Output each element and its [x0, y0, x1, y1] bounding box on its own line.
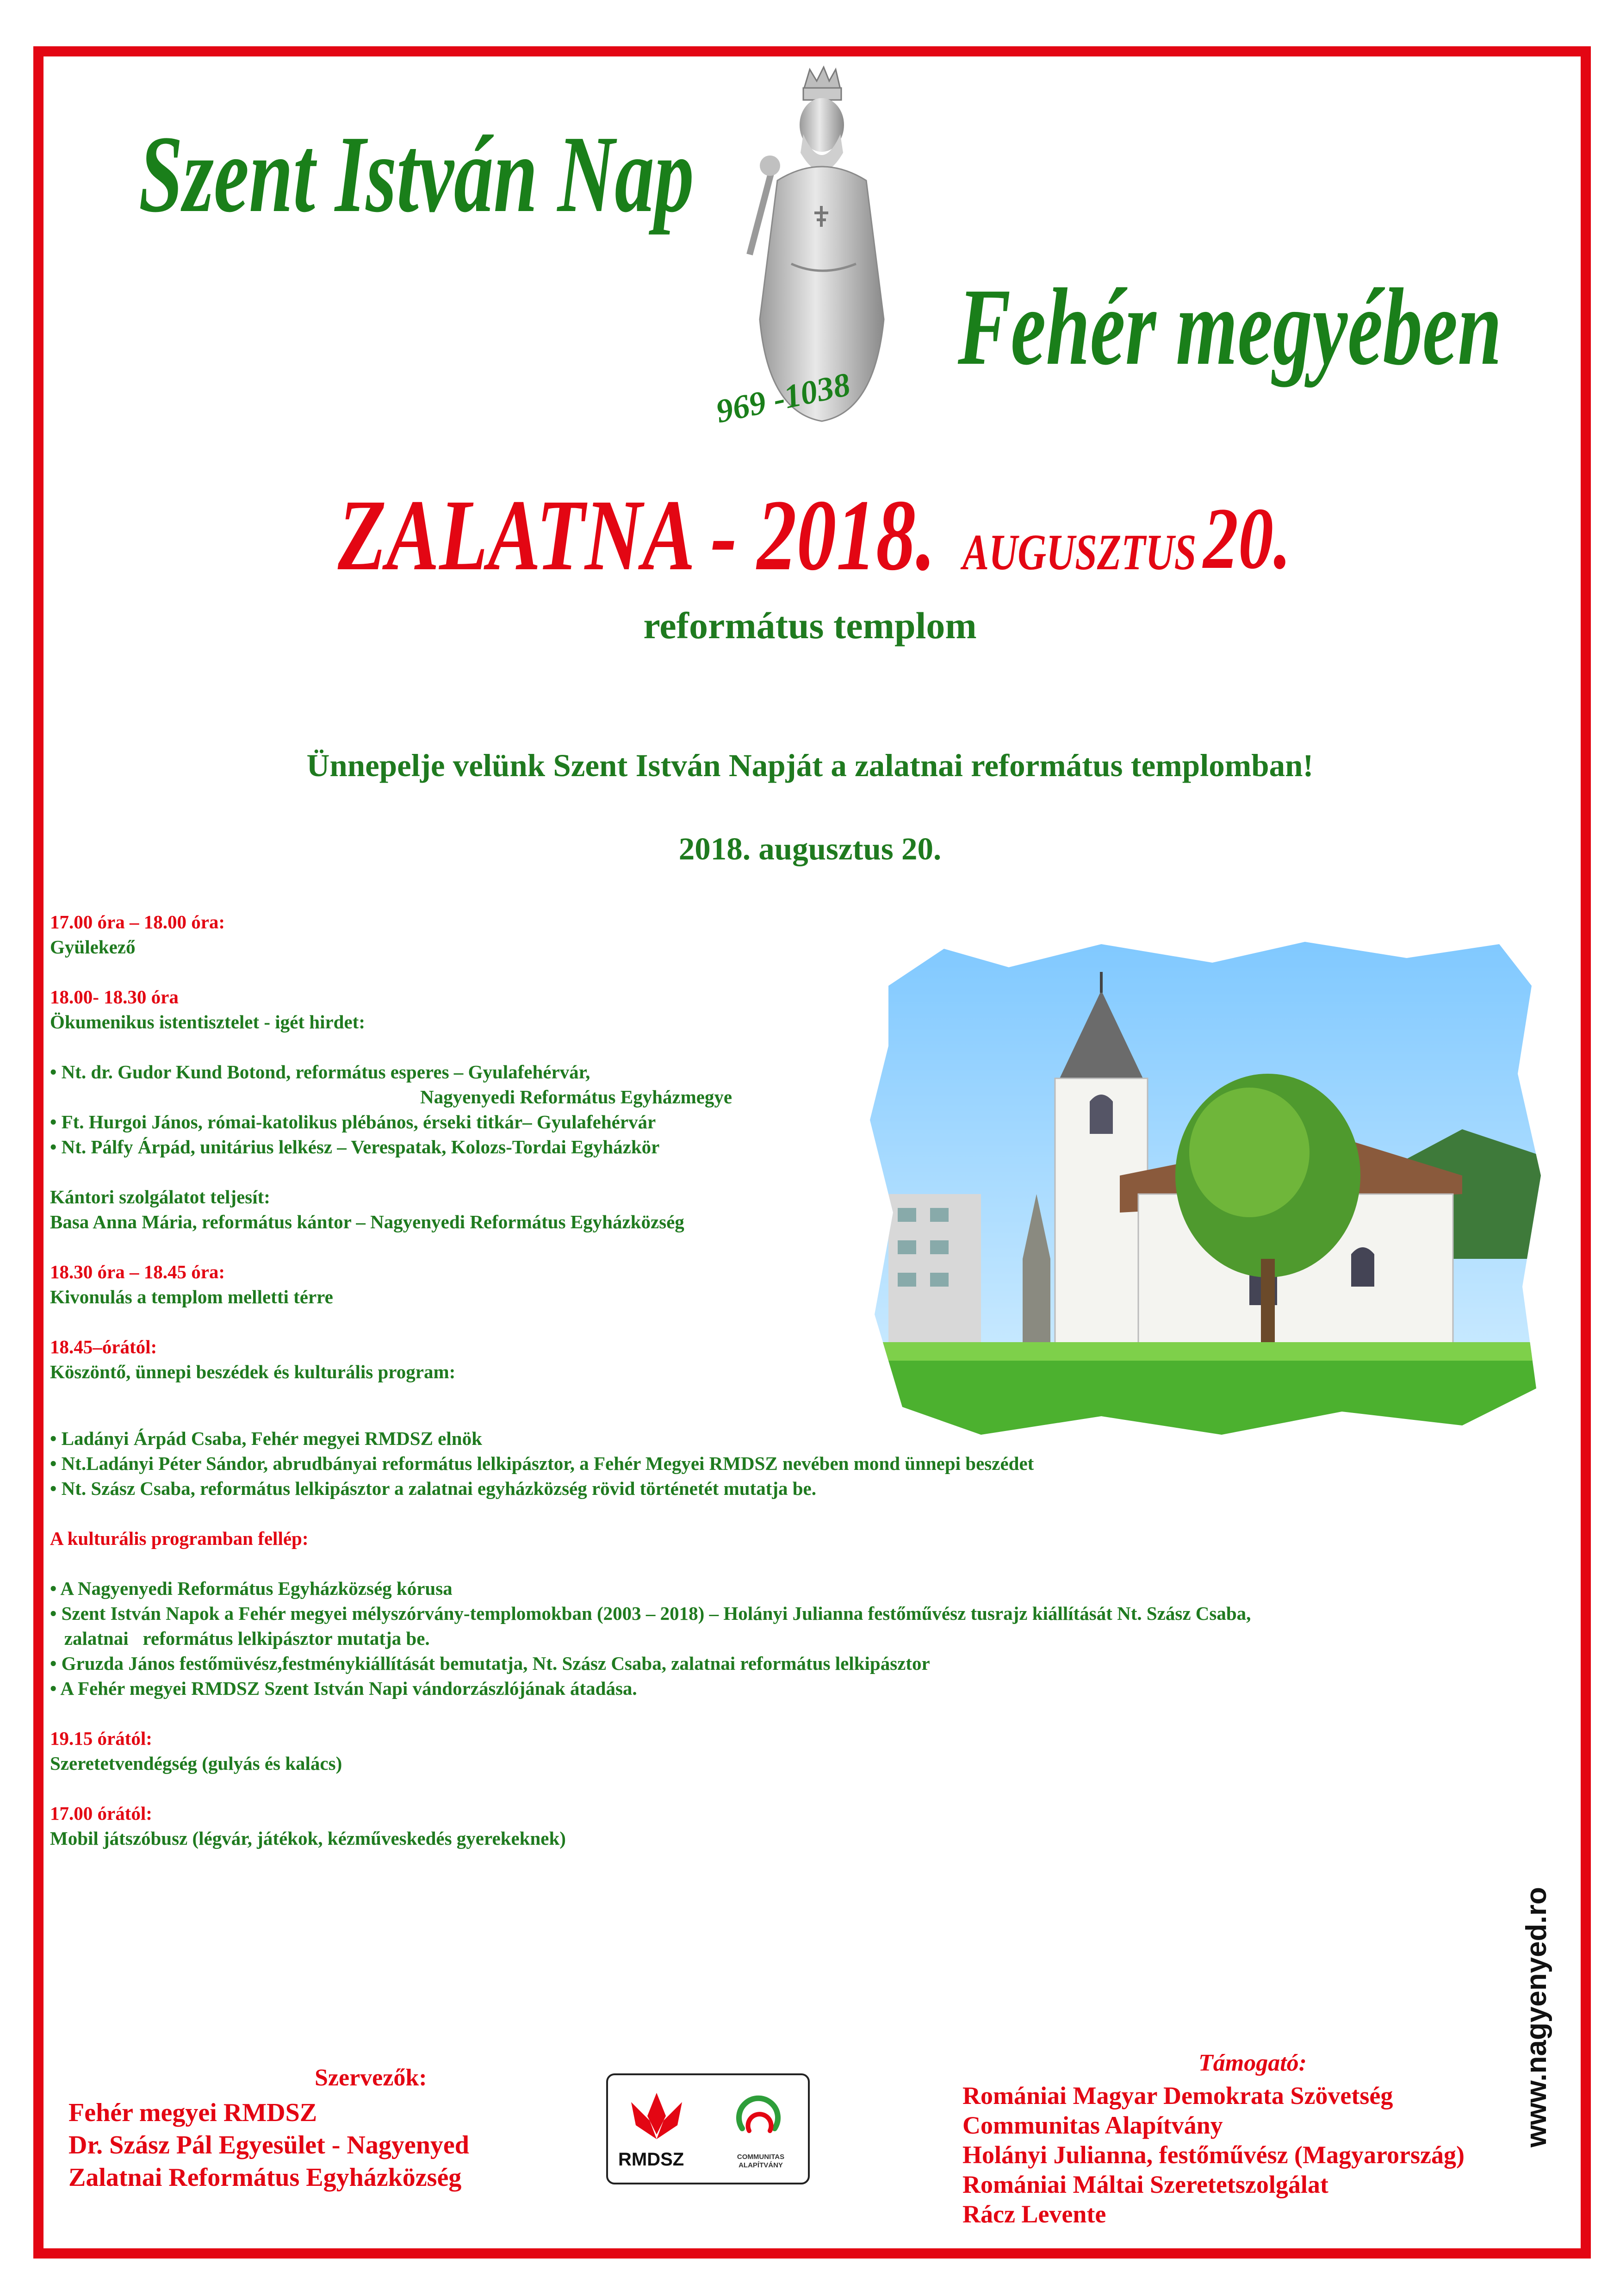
years-label: 969 -1038 — [713, 365, 854, 430]
program-time: 18.00- 18.30 óra — [50, 986, 179, 1008]
list-item: Nagyenyedi Református Egyházmegye — [420, 1086, 732, 1108]
program-block-kids — [50, 1801, 1531, 1851]
month-label: AUGUSZTUS — [962, 524, 1197, 580]
title-line-1: Szent István Nap — [139, 113, 694, 235]
program-time: 19.15 órától: — [50, 1728, 152, 1749]
spacer — [50, 1551, 1531, 1576]
day-dot: . — [1273, 490, 1291, 587]
organizers-list — [68, 2097, 469, 2194]
organizer-item: Fehér megyei RMDSZ — [68, 2098, 317, 2127]
program-block-service — [50, 984, 929, 1159]
list-item: • A Nagyenyedi Református Egyházközség kórusa — [50, 1578, 453, 1599]
list-item: • Szent István Napok a Fehér megyei mélyszórvány-templomokban (2003 – 2018) – Holányi Julianna festőművész tusrajz kiállítását Nt. Szász Csaba, — [50, 1603, 1251, 1624]
program-text: Ökumenikus istentisztelet - igét hirdet: — [50, 1011, 365, 1033]
supporter-item: Romániai Magyar Demokrata Szövetség — [962, 2082, 1393, 2109]
program-schedule-continued — [50, 1426, 1531, 1876]
list-item: • Ft. Hurgoi János, római-katolikus plébános, érseki titkár– Gyulafehérvár — [50, 1111, 656, 1132]
communitas-logo-icon — [724, 2087, 793, 2152]
program-text: Gyülekező — [50, 936, 136, 958]
rmdsz-logo-text: RMDSZ — [618, 2149, 684, 2170]
program-text: Kivonulás a templom melletti térre — [50, 1286, 333, 1307]
program-text: Kántori szolgálatot teljesít: — [50, 1186, 270, 1207]
program-time: 18.45–órától: — [50, 1336, 157, 1357]
program-schedule — [50, 909, 929, 1384]
spacer — [50, 1034, 929, 1059]
organizers-heading: Szervezők: — [315, 2065, 427, 2091]
program-block-dinner — [50, 1726, 1531, 1776]
list-item: • Nt.Ladányi Péter Sándor, abrudbányai református lelkipásztor, a Fehér Megyei RMDSZ nevében mond ünnepi beszédet — [50, 1453, 1034, 1474]
day-label — [1203, 488, 1291, 589]
supporter-item: Rácz Levente — [962, 2200, 1106, 2228]
title-line-2: Fehér megyében — [958, 266, 1502, 388]
day-number: 20 — [1203, 490, 1273, 587]
venue-label: református templom — [643, 604, 977, 647]
list-item: • Nt. Szász Csaba, református lelkipásztor a zalatnai egyházközség rövid történetét mutatja be. — [50, 1478, 816, 1499]
organizer-item: Dr. Szász Pál Egyesület - Nagyenyed — [68, 2131, 469, 2159]
program-text: Szeretetvendégség (gulyás és kalács) — [50, 1753, 342, 1774]
rmdsz-tulip-icon — [622, 2088, 691, 2144]
organizer-item: Zalatnai Református Egyházközség — [68, 2163, 462, 2192]
list-item: • A Fehér megyei RMDSZ Szent István Napi vándorzászlójának átadása. — [50, 1678, 637, 1699]
program-block-gathering — [50, 909, 929, 959]
website-url: www.nagyenyed.ro — [1521, 1887, 1552, 2147]
list-item: • Nt. Pálfy Árpád, unitárius lelkész – Verespatak, Kolozs-Tordai Egyházkör — [50, 1136, 660, 1157]
program-time: 17.00 órától: — [50, 1803, 152, 1824]
communitas-logo-text: COMMUNITAS ALAPÍTVÁNY — [737, 2153, 785, 2169]
invite-date: 2018. augusztus 20. — [678, 831, 942, 866]
supporter-item: Romániai Máltai Szeretetszolgálat — [962, 2171, 1328, 2198]
supporters-heading: Támogató: — [1198, 2050, 1307, 2076]
program-text: Mobil játszóbusz (légvár, játékok, kézműveskedés gyerekeknek) — [50, 1828, 566, 1849]
church-photo — [861, 935, 1546, 1444]
location-year: ZALATNA - 2018. — [338, 479, 936, 591]
invite-headline: Ünnepelje velünk Szent István Napját a zalatnai református templomban! — [306, 748, 1314, 783]
sponsor-logos — [606, 2073, 810, 2184]
program-text: Köszöntő, ünnepi beszédek és kulturális program: — [50, 1361, 456, 1382]
program-time: 17.00 óra – 18.00 óra: — [50, 911, 225, 933]
program-block-speakers — [50, 1426, 1531, 1501]
program-block-culture — [50, 1526, 1531, 1701]
list-item: zalatnai református lelkipásztor mutatja be. — [50, 1628, 430, 1649]
supporters-list — [962, 2081, 1465, 2229]
list-item: • Ladányi Árpád Csaba, Fehér megyei RMDSZ elnök — [50, 1428, 482, 1449]
program-block-speeches-head — [50, 1334, 929, 1384]
program-block-procession — [50, 1259, 929, 1309]
supporter-item: Holányi Julianna, festőművész (Magyarország) — [962, 2141, 1465, 2169]
list-item: • Gruzda János festőmüvész,festménykiállítását bemutatja, Nt. Szász Csaba, zalatnai református lelkipásztor — [50, 1653, 930, 1674]
program-block-cantor — [50, 1184, 929, 1234]
program-time: A kulturális programban fellép: — [50, 1528, 309, 1549]
program-text: Basa Anna Mária, református kántor – Nagyenyedi Református Egyházközség — [50, 1211, 684, 1232]
supporter-item: Communitas Alapítvány — [962, 2111, 1223, 2139]
program-time: 18.30 óra – 18.45 óra: — [50, 1261, 225, 1282]
list-item: • Nt. dr. Gudor Kund Botond, református esperes – Gyulafehérvár, — [50, 1061, 590, 1083]
